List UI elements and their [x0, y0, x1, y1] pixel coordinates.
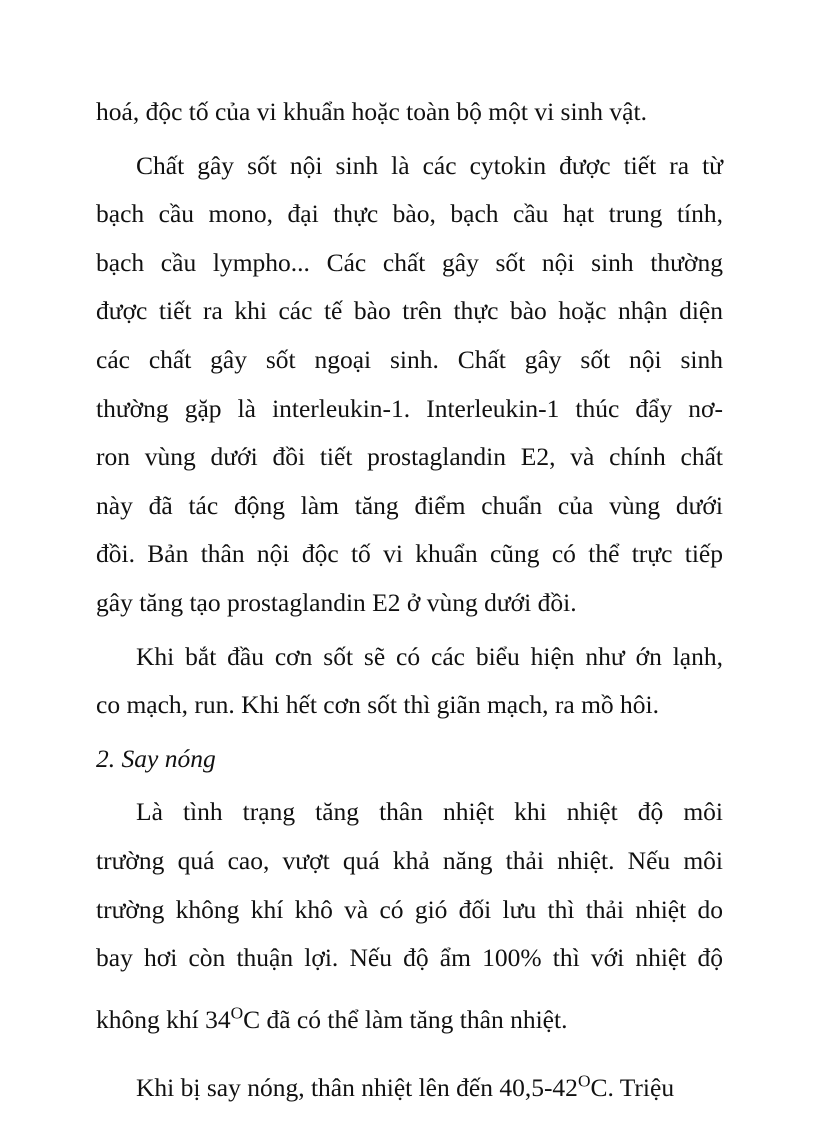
paragraph-first-line: Khi bắt đầu cơn sốt sẽ có các biểu hiện như ớn lạnh,: [136, 641, 723, 671]
text-fragment: C đã có thể làm tăng thân nhiệt.: [243, 1004, 568, 1034]
text-line: [96, 996, 723, 1045]
document-page: [96, 88, 723, 1113]
paragraph-first-line: Là tình trạng tăng thân nhiệt khi nhiệt độ môi: [136, 797, 723, 827]
text-fragment: Khi bị say nóng, thân nhiệt lên đến 40,5-42: [136, 1073, 578, 1103]
text-line: thường gặp là interleukin-1. Interleukin-1 thúc đẩy nơ-: [96, 393, 723, 423]
text-line: ron vùng dưới đồi tiết prostaglandin E2, và chính chất: [96, 442, 723, 472]
text-line: trường quá cao, vượt quá khả năng thải nhiệt. Nếu môi: [96, 845, 723, 875]
text-line: bạch cầu lympho... Các chất gây sốt nội sinh thường: [96, 247, 723, 277]
text-line: gây tăng tạo prostaglandin E2 ở vùng dưới đồi.: [96, 587, 577, 617]
text-line: các chất gây sốt ngoại sinh. Chất gây sốt nội sinh: [96, 344, 723, 374]
paragraph-first-line: [96, 1064, 723, 1113]
text-fragment: C. Triệu: [590, 1073, 675, 1103]
text-line: được tiết ra khi các tế bào trên thực bào hoặc nhận diện: [96, 296, 723, 326]
section-heading: 2. Say nóng: [96, 743, 216, 773]
text-line: trường không khí khô và có gió đối lưu thì thải nhiệt do: [96, 894, 723, 924]
text-line: bạch cầu mono, đại thực bào, bạch cầu hạt trung tính,: [96, 199, 723, 229]
text-line: đồi. Bản thân nội độc tố vi khuẩn cũng có thể trực tiếp: [96, 539, 723, 569]
paragraph-first-line: Chất gây sốt nội sinh là các cytokin được tiết ra từ: [136, 150, 723, 180]
superscript-degree: O: [230, 1003, 244, 1023]
superscript-degree: O: [577, 1071, 591, 1091]
text-fragment: không khí 34: [96, 1004, 231, 1034]
text-line: co mạch, run. Khi hết cơn sốt thì giãn mạch, ra mồ hôi.: [96, 690, 660, 720]
text-line: bay hơi còn thuận lợi. Nếu độ ẩm 100% thì với nhiệt độ: [96, 943, 723, 973]
text-line: hoá, độc tố của vi khuẩn hoặc toàn bộ một vi sinh vật.: [96, 97, 647, 126]
text-line: này đã tác động làm tăng điểm chuẩn của vùng dưới: [96, 490, 723, 520]
